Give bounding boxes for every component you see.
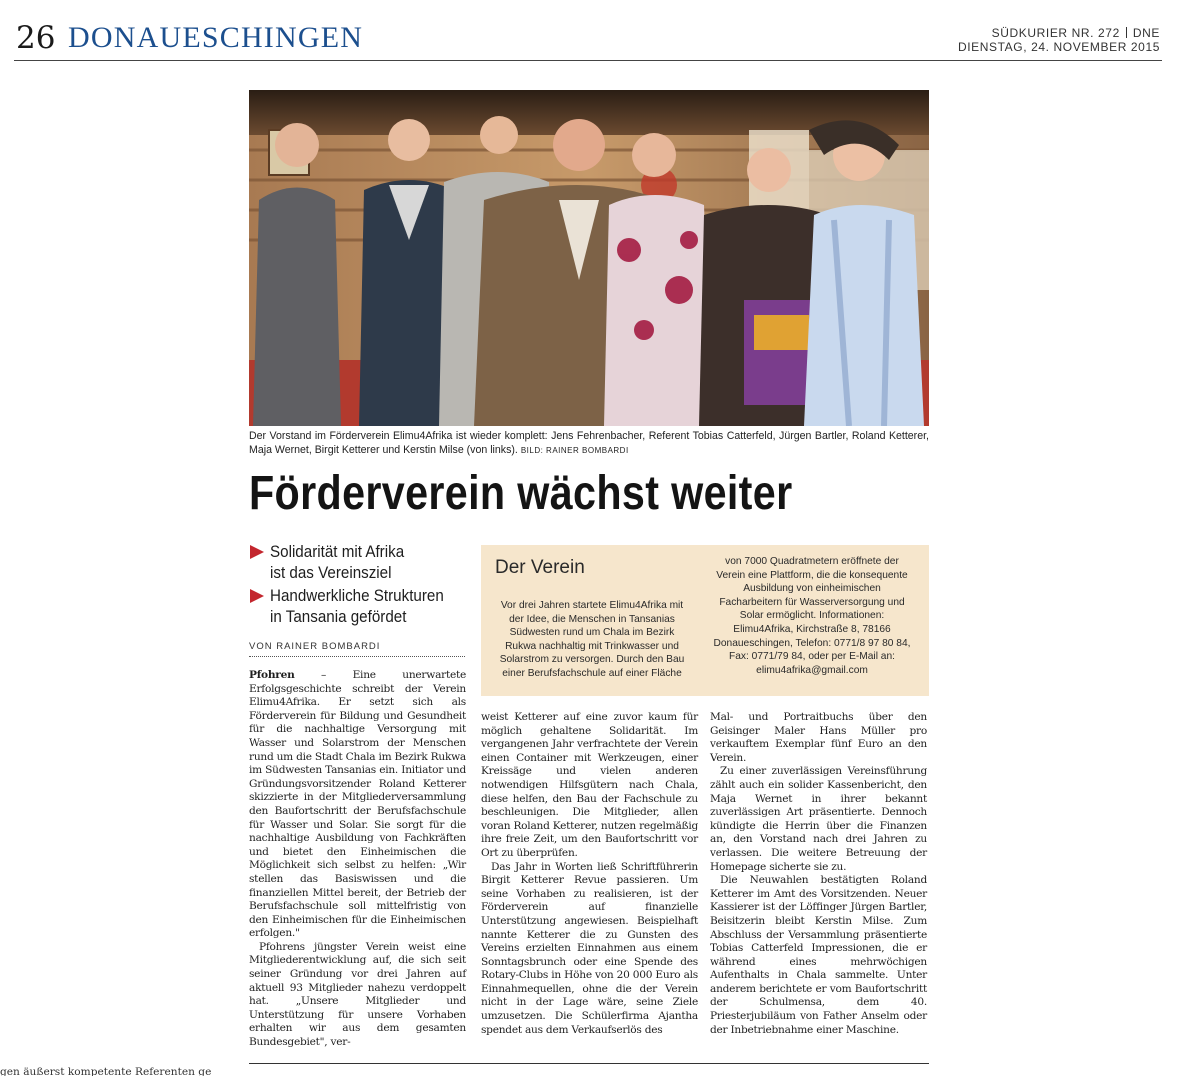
byline: VON RAINER BOMBARDI [249, 641, 465, 657]
article-paragraph: Das Jahr in Worten ließ Schriftführerin Birgit Ketterer Revue passieren. Um seine Vorhaben zu realisieren, ist der Förderverein auf finanzielle Unterstützung angewiesen. Beispielhaft nannte Ketterer die zu Gunsten des Vereins erzielten Einnahmen aus einem Sonntagsbrunch oder eine Spende des Rotary-Clubs in Höhe von 20 000 Euro als Einnahmequellen, ohne die der Verein nicht in der Lage wäre, seine Ziele umzusetzen. Die Schülerfirma Ajantha spendet aus dem Verkaufserlös des [481, 860, 698, 1036]
section-title: DONAUESCHINGEN [68, 21, 364, 54]
article-paragraph: Mal- und Portraitbuchs über den Geisinger Maler Hans Müller pro verkauftem Exemplar fünf Euro an den Verein. [710, 711, 927, 764]
edition: DNE [1132, 26, 1160, 40]
info-box-title: Der Verein [495, 557, 585, 578]
article-column-1 [249, 669, 466, 1050]
photo-credit: BILD: RAINER BOMBARDI [520, 445, 629, 455]
photo-caption [249, 430, 929, 457]
bullet-text: Solidarität mit Afrika ist das Vereinsziel [270, 543, 405, 582]
bullet-text: Handwerkliche Strukturen in Tansania gefördet [270, 587, 444, 626]
subheading-bullets [250, 542, 470, 630]
article-paragraph: Die Neuwahlen bestätigten Roland Ketterer im Amt des Vorsitzenden. Neuer Kassierer ist der Löffinger Jürgen Bartler, Beisitzerin bleibt Kerstin Milse. Zum Abschluss der Versammlung präsentierte Tobias Catterfeld Impressionen, die er während eines mehrwöchigen Aufenthalts in Chala sammelte. Unter anderem berichtete er vom Baufortschritt der Schulmensa, dem 40. Priesterjubiläum von Father Anselm oder der Inbetriebnahme einer Maschine. [710, 874, 927, 1036]
footer-rule [249, 1063, 929, 1064]
article-paragraph [249, 669, 466, 941]
group-photo [249, 90, 929, 426]
article-paragraph: Pfohrens jüngster Verein weist eine Mitgliederentwicklung auf, die sich seit seiner Gründung vor drei Jahren auf aktuell 93 Mitglieder nahezu verdoppelt hat. „Unsere Mitglieder und Unterstützung für unsere Vorhaben erhalten wir aus dem gesamten Bundesgebiet", ver- [249, 940, 466, 1049]
dateline: Pfohren [249, 669, 295, 681]
info-box-text-col2: von 7000 Quadratmetern eröffnete der Verein eine Plattform, die die konsequente Ausbildung von einheimischen Facharbeitern für Wasserversorgung und Solar ermöglicht. Informationen: Elimu4Afrika, Kirchstraße 8, 78166 Donaueschingen, Telefon: 0771/8 97 80 84, Fax: 0771/79 84, oder per E-Mail an: elimu4afrika@gmail.com [713, 556, 911, 676]
article-column-3 [710, 711, 927, 1037]
article-column-2 [481, 711, 698, 1037]
article-paragraph: Zu einer zuverlässigen Vereinsführung zählt auch ein solider Kassenbericht, den Maja Wernet in ihrer bekannt zuverlässigen Art präsentierte. Dennoch kündigte die Herrin über die Finanzen an, den Vorstand nach drei Jahren zu verlassen. Die weitere Betreuung der Homepage sicherte sie zu. [710, 765, 927, 873]
header-rule [14, 60, 1162, 61]
bullet-item [250, 586, 470, 628]
masthead-info [958, 26, 1160, 54]
page-number: 26 [16, 20, 56, 56]
next-article-fragment: gen äußerst kompetente Referenten ge [0, 1066, 212, 1076]
bullet-item [250, 542, 470, 584]
headline: Förderverein wächst weiter [249, 467, 793, 520]
article-paragraph: weist Ketterer auf eine zuvor kaum für möglich gehaltene Solidarität. Im vergangenen Jahr verfrachtete der Verein einen Container mit Werkzeugen, einer Kreissäge und vielen anderen notwendigen Hilfsgütern nach Chala, diese helfen, den Bau der Fachschule zu beschleunigen. Die Mitglieder, allen voran Roland Ketterer, nutzen regelmäßig ihre freie Zeit, um den Baufortschritt vor Ort zu überprüfen. [481, 711, 698, 859]
bullet-arrow-icon [250, 545, 264, 559]
issue-date: DIENSTAG, 24. NOVEMBER 2015 [957, 40, 1160, 54]
info-box [481, 545, 929, 696]
bullet-arrow-icon [250, 589, 264, 603]
paper-issue: SÜDKURIER NR. 272 [991, 26, 1120, 40]
caption-text: Der Vorstand im Förderverein Elimu4Afrika ist wieder komplett: Jens Fehrenbacher, Referent Tobias Catterfeld, Jürgen Bartler, Roland Ketterer, Maja Wernet, Birgit Ketterer und Kerstin Milse (von links). [249, 430, 929, 456]
paragraph-text: – Eine unerwartete Erfolgsgeschichte schreibt der Verein Elimu4Afrika. Er setzt sich als Förderverein für Bildung und Gesundheit für die nachhaltige Versorgung mit Wasser und Solarstrom der Menschen rund um die Stadt Chala im Bezirk Rukwa im Südwesten Tansanias ein. Initiator und Gründungsvorsitzender Roland Ketterer skizzierte in der Mitgliederversammlung den Baufortschritt der Berufsfachschule für Wasser und Solar. Sie sorgt für die nachhaltige Ausbildung von Fachkräften und bietet den Einheimischen die Möglichkeit sich selbst zu helfen: „Wir stellen das Basiswissen und die finanziellen Mittel bereit, der Betrieb der Berufsfachschule soll mittelfristig von den Einheimischen für die Einheimischen erfolgen." [249, 669, 466, 940]
info-box-text-col1: Vor drei Jahren startete Elimu4Afrika mit der Idee, die Menschen in Tansanias Südwesten rund um Chala im Bezirk Rukwa nachhaltig mit Trinkwasser und Solarstrom zu versorgen. Durch den Bau einer Berufsfachschule auf einer Fläche [499, 600, 685, 679]
